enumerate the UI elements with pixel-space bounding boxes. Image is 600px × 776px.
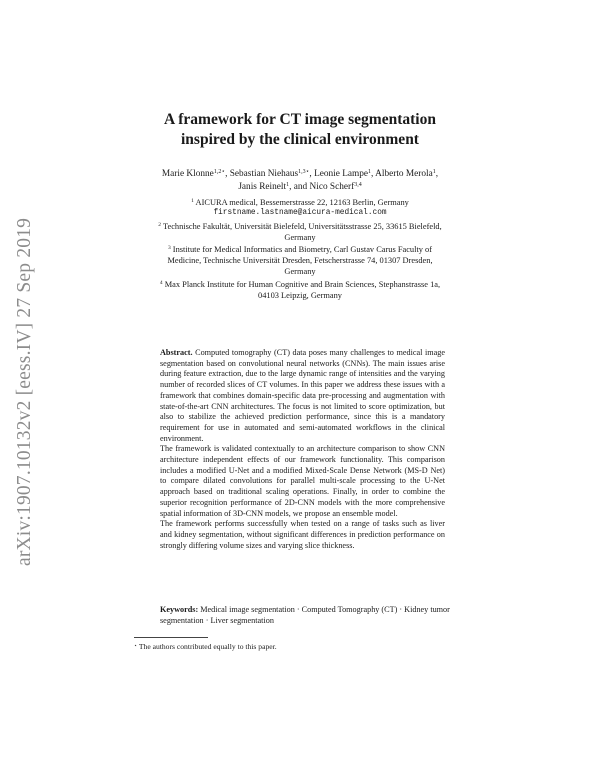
affiliation-number: 4	[159, 279, 163, 286]
keywords	[160, 604, 450, 626]
author-name: Sebastian Niehaus	[229, 169, 299, 179]
author-name: Nico Scherf	[309, 182, 355, 192]
affiliation-4	[0, 279, 600, 301]
author-affiliation-mark: 1	[286, 182, 290, 188]
affiliation-text: Institute for Medical Informatics and Biometry, Carl Gustav Carus Faculty of	[172, 245, 433, 254]
affiliation-number: 3	[167, 245, 171, 251]
author-line-1: Marie Klonne$^{1,2⋆}$, Sebastian Niehaus$^{1,3⋆}$, Leonie Lampe$^1$, Alberto Merola$^1$,	[161, 169, 439, 179]
author-name: Marie Klonne	[161, 169, 214, 179]
footnote	[134, 642, 277, 652]
keywords-heading: Keywords:	[160, 605, 199, 614]
affiliation-text: Germany	[284, 232, 316, 242]
author-line-2: Janis Reinelt$^1$, and Nico Scherf$^{3,4}$	[238, 182, 362, 192]
affiliation-1	[0, 197, 600, 219]
abstract	[160, 348, 445, 551]
affiliation-text: 04103 Leipzig, Germany	[258, 290, 342, 300]
abstract-heading: Abstract.	[160, 348, 193, 357]
affiliations	[0, 197, 600, 302]
abstract-text: Computed tomography (CT) data poses many challenges to medical image segmentation based on convolutional neural networks (CNNs). The main issues arise during feature extraction, due to the large dynamic range of intensities and the varying number of recorded slices of CT volumes. In this paper we address these issues with a framework that combines domain-specific data pre-processing and augmentation with state-of-the-art CNN architectures. The focus is not limited to score optimization, but also to stabilize the achieved prediction performance, since this is a mandatory requirement for use in automated and semi-automated workflows in the clinical environment.	[160, 348, 445, 443]
keywords-list: Medical image segmentation · Computed Tomography (CT) · Kidney tumor segmentation · Liver segmentation	[160, 605, 450, 625]
affiliation-text: Technische Fakultät, Universität Bielefeld, Universitätsstrasse 25, 33615 Bielefeld,	[162, 221, 442, 231]
title-line-2: inspired by the clinical environment	[181, 131, 419, 148]
affiliation-text: AICURA medical, Bessemerstrasse 22, 12163 Berlin, Germany	[195, 198, 409, 207]
footnote-mark: ⋆	[134, 644, 138, 649]
affiliation-3	[0, 244, 600, 277]
title-line-1: A framework for CT image segmentation	[164, 111, 436, 128]
abstract-paragraph-3: The framework performs successfully when tested on a range of tasks such as liver and kidney segmentation, without significant differences in prediction performance on strongly differing volume sizes and varying slice thickness.	[160, 519, 445, 550]
affiliation-number: 1	[191, 198, 194, 204]
footnote-text: The authors contributed equally to this paper.	[138, 642, 277, 651]
abstract-paragraph-1	[160, 348, 445, 444]
paper-title	[0, 110, 600, 150]
author-affiliation-mark: 1,3⋆	[298, 169, 310, 175]
author-joiner: and	[293, 182, 308, 192]
abstract-paragraph-2: The framework is validated contextually to an architecture comparison to show CNN architecture independent effects of our framework functionality. This comparison includes a modified U-Net and a modified Mixed-Scale Dense Network (MS-D Net) to compare dilated convolutions for parallel multi-scale processing to the U-Net approach based on traditional scaling operations. Finally, in order to combine the superior recognition performance of 2D-CNN models with the more comprehensive spatial information of 3D-CNN models, we propose an ensemble model.	[160, 444, 445, 518]
author-affiliation-mark: 3,4	[354, 182, 362, 188]
author-affiliation-mark: 1,2⋆	[213, 169, 226, 175]
author-name: Janis Reinelt	[238, 182, 287, 192]
affiliation-2	[0, 221, 600, 243]
arxiv-identifier: arXiv:1907.10132v2 [eess.IV] 27 Sep 2019	[14, 217, 35, 566]
affiliation-number: 2	[158, 221, 162, 228]
affiliation-text: Max Planck Institute for Human Cognitive and Brain Sciences, Stephanstrasse 1a,	[164, 279, 441, 289]
author-email: firstname.lastname@aicura-medical.com	[213, 209, 387, 217]
author-list	[0, 168, 600, 194]
author-affiliation-mark: 1	[432, 169, 436, 175]
affiliation-text: Medicine, Technische Universität Dresden, Fetscherstrasse 74, 01307 Dresden,	[167, 256, 433, 265]
footnote-divider	[134, 637, 208, 638]
author-name: Leonie Lampe	[314, 169, 369, 179]
author-name: Alberto Merola	[375, 169, 433, 179]
author-affiliation-mark: 1	[368, 169, 372, 175]
affiliation-text: Germany	[284, 267, 316, 276]
